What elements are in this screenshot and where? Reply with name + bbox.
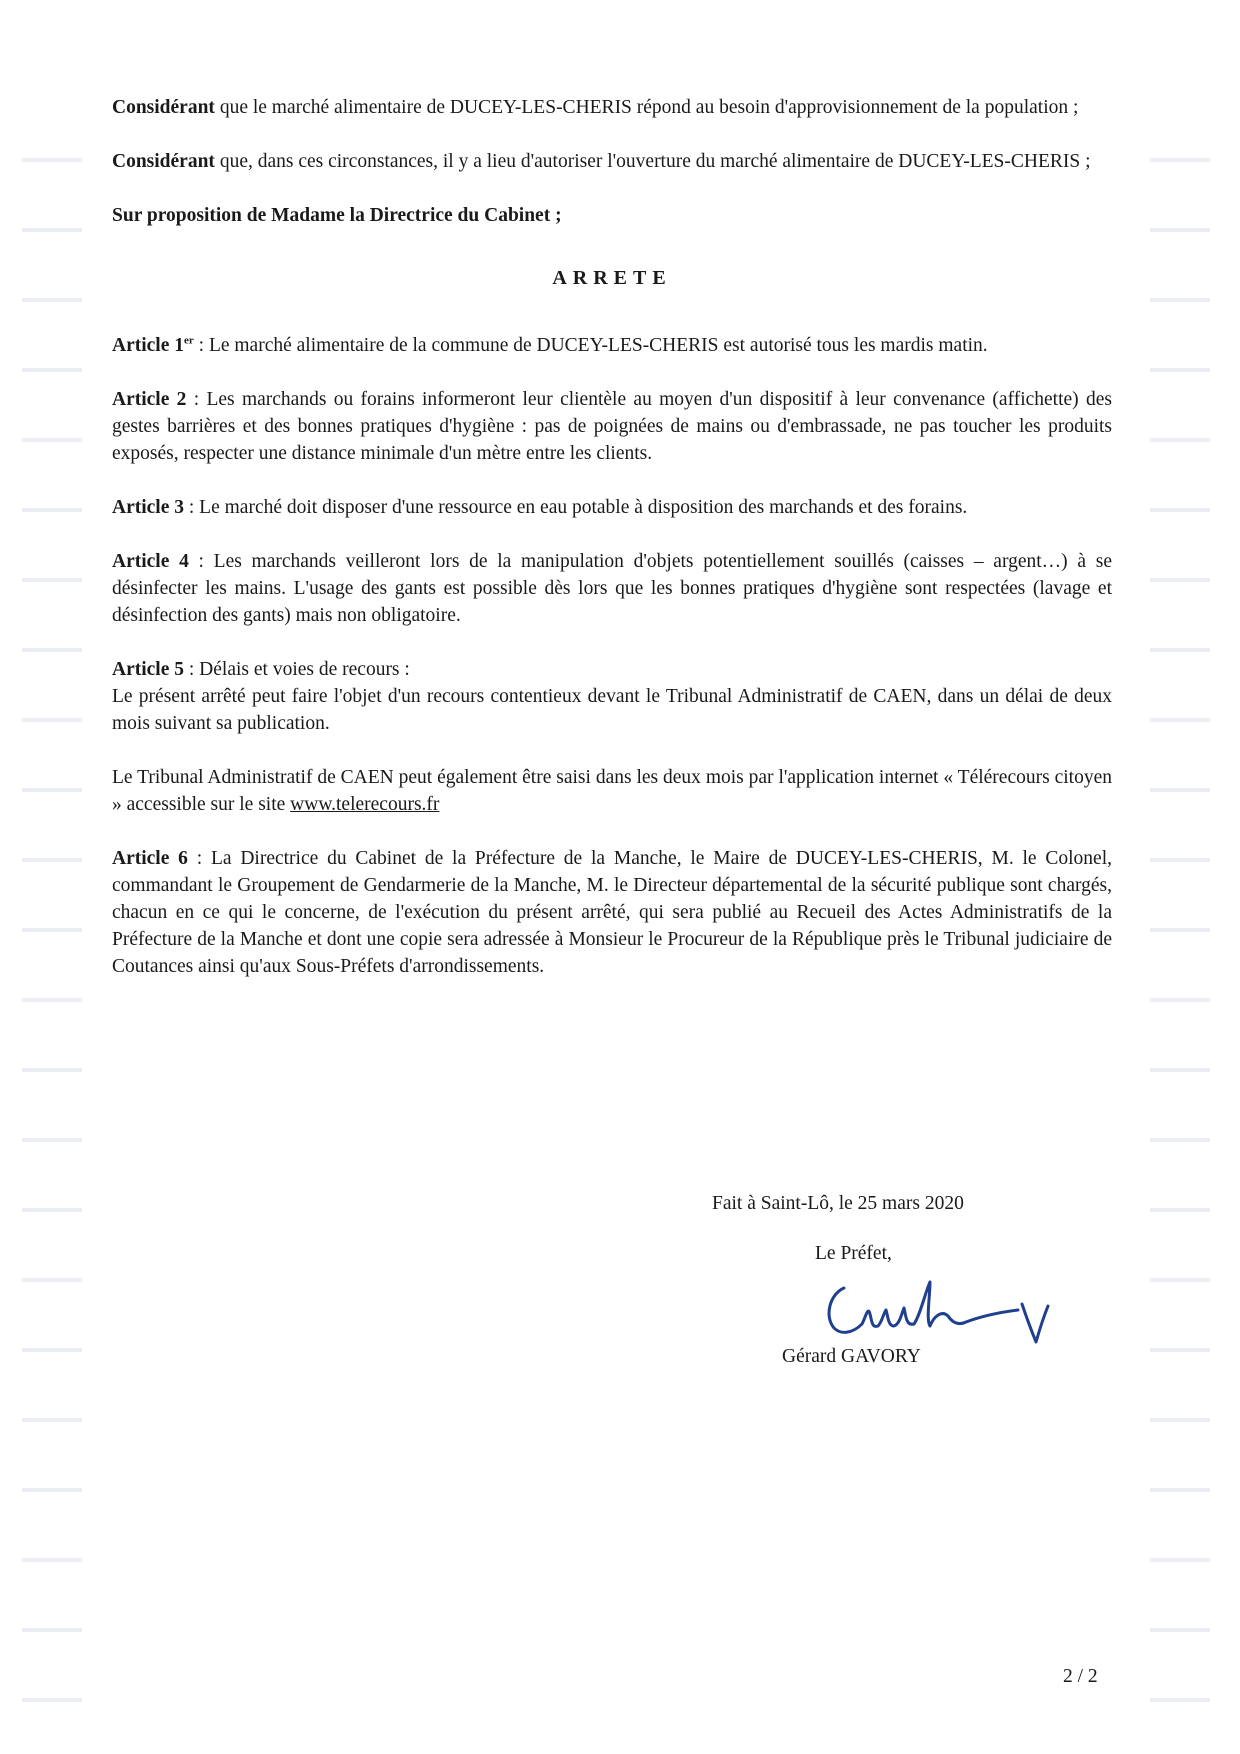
article-4-text: : Les marchands veilleront lors de la manipulation d'objets potentiellement souillés (caisses – argent…) à se désinfecter les mains. L'usage des gants est possible dès lors que les bonnes pratiques d'hygiène sont respectées (lavage et désinfection des gants) mais non obligatoire.	[112, 551, 1112, 626]
article-2	[112, 386, 1112, 467]
article-5-text: : Délais et voies de recours :	[184, 659, 410, 680]
considerant-label: Considérant	[112, 151, 215, 172]
considerant-text: que le marché alimentaire de DUCEY-LES-CHERIS répond au besoin d'approvisionnement de la population ;	[214, 97, 1079, 118]
scan-margin-marks-left	[22, 100, 82, 1720]
article-6	[112, 845, 1112, 980]
article-6-text: : La Directrice du Cabinet de la Préfecture de la Manche, le Maire de DUCEY-LES-CHERIS, M. le Colonel, commandant le Groupement de Gendarmerie de la Manche, M. le Directeur départemental de la sécurité publique sont chargés, chacun en ce qui le concerne, de l'exécution du présent arrêté, qui sera publié au Recueil des Actes Administratifs de la Préfecture de la Manche et dont une copie sera adressée à Monsieur le Procureur de la République près le Tribunal judiciaire de Coutances ainsi qu'aux Sous-Préfets d'arrondissements.	[112, 848, 1112, 977]
arrete-heading: ARRETE	[552, 267, 672, 289]
signature-date-line: Fait à Saint-Lô, le 25 mars 2020	[712, 1193, 964, 1214]
scan-margin-marks-right	[1150, 100, 1210, 1720]
article-5	[112, 656, 1112, 737]
article-2-label: Article 2	[112, 389, 187, 410]
document-body	[112, 94, 1112, 1007]
article-6-label: Article 6	[112, 848, 188, 869]
article-2-text: : Les marchands ou forains informeront leur clientèle au moyen d'un dispositif à leur convenance (affichette) des gestes barrières et des bonnes pratiques d'hygiène : pas de poignées de mains ou d'embrassade, ne pas toucher les produits exposés, respecter une distance minimale d'un mètre entre les clients.	[112, 389, 1112, 464]
article-3	[112, 494, 1112, 521]
article-3-label: Article 3	[112, 497, 185, 518]
article-1-label-text: Article 1	[112, 335, 185, 356]
article-5-body: Le présent arrêté peut faire l'objet d'un recours contentieux devant le Tribunal Administratif de CAEN, dans un délai de deux mois suivant sa publication.	[112, 686, 1112, 734]
considerant-text: que, dans ces circonstances, il y a lieu d'autoriser l'ouverture du marché alimentaire de DUCEY-LES-CHERIS ;	[214, 151, 1091, 172]
telerecours-text: Le Tribunal Administratif de CAEN peut également être saisi dans les deux mois par l'application internet « Télérecours citoyen » accessible sur le site	[112, 767, 1112, 815]
page-number: 2 / 2	[1063, 1666, 1098, 1687]
considerant-label: Considérant	[112, 97, 215, 118]
article-3-text: : Le marché doit disposer d'une ressource en eau potable à disposition des marchands et des forains.	[184, 497, 968, 518]
signature-role: Le Préfet,	[815, 1243, 892, 1264]
considerant-paragraph-2	[112, 148, 1112, 175]
signatory-name: Gérard GAVORY	[782, 1346, 921, 1367]
article-5-label: Article 5	[112, 659, 185, 680]
proposition-line: Sur proposition de Madame la Directrice du Cabinet ;	[112, 205, 562, 226]
article-4	[112, 548, 1112, 629]
article-4-label: Article 4	[112, 551, 189, 572]
telerecours-link[interactable]: www.telerecours.fr	[290, 794, 440, 815]
article-1	[112, 332, 1112, 359]
considerant-paragraph-1	[112, 94, 1112, 121]
article-1-superscript: er	[184, 334, 194, 347]
telerecours-paragraph	[112, 764, 1112, 818]
article-1-label	[112, 335, 194, 356]
article-1-text: : Le marché alimentaire de la commune de DUCEY-LES-CHERIS est autorisé tous les mardis matin.	[193, 335, 988, 356]
handwritten-signature	[822, 1276, 1052, 1346]
